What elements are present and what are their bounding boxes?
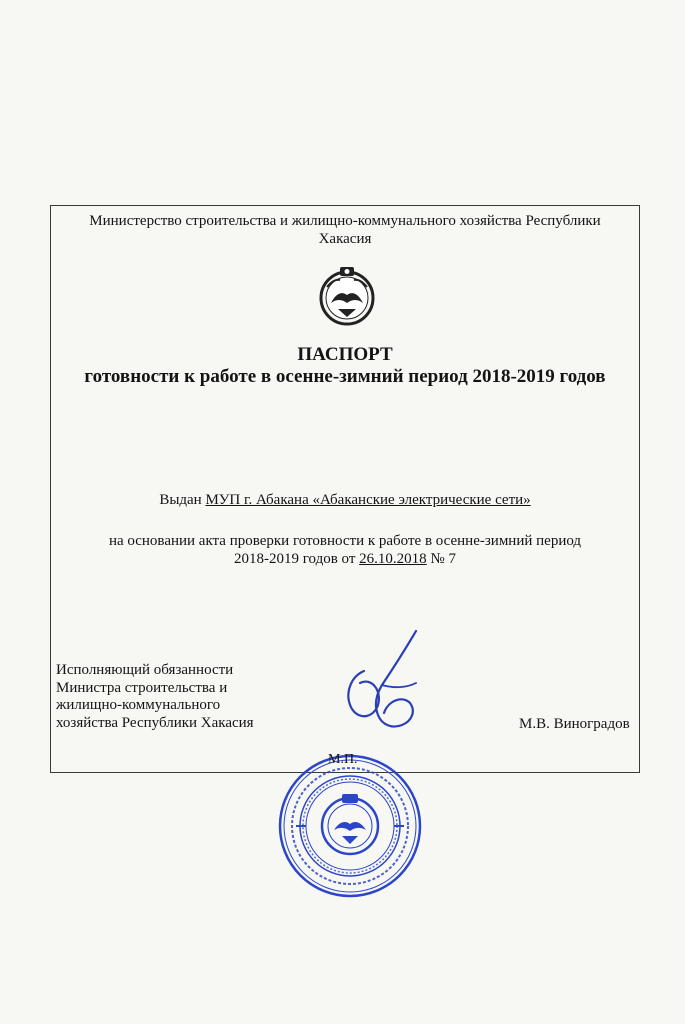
khakassia-emblem-icon (318, 265, 376, 327)
signer-name: М.В. Виноградов (519, 716, 630, 732)
official-seal-stamp (276, 752, 424, 900)
basis-line-2 (50, 550, 640, 568)
issued-prefix: Выдан (159, 492, 202, 508)
acting-line-4: хозяйства Республики Хакасия (56, 714, 254, 731)
handwritten-signature (330, 625, 440, 740)
acting-line-1: Исполняющий обязанности (56, 662, 234, 678)
acting-line-3: жилищно-коммунального (56, 697, 221, 713)
seal-place-label: М.П. (328, 752, 358, 767)
acting-minister-block (56, 662, 316, 732)
title-line-2: готовности к работе в осенне-зимний период 2018-2019 годов (84, 366, 606, 387)
act-number: № 7 (430, 551, 456, 567)
basis-line-2-prefix: 2018-2019 годов от (234, 551, 356, 567)
acting-line-2: Министра строительства и (56, 679, 228, 696)
ministry-line-1: Министерство строительства и жилищно-коммунального хозяйства Республики (89, 213, 601, 229)
act-date: 26.10.2018 (359, 551, 427, 567)
ministry-header (50, 212, 640, 248)
basis-text (50, 532, 640, 568)
basis-line-1: на основании акта проверки готовности к работе в осенне-зимний период (108, 533, 582, 549)
issued-to-line (50, 491, 640, 509)
document-title (50, 344, 640, 388)
issued-organization: МУП г. Абакана «Абаканские электрические сети» (205, 492, 531, 508)
title-line-1: ПАСПОРТ (297, 344, 393, 365)
ministry-line-2: Хакасия (318, 231, 372, 247)
